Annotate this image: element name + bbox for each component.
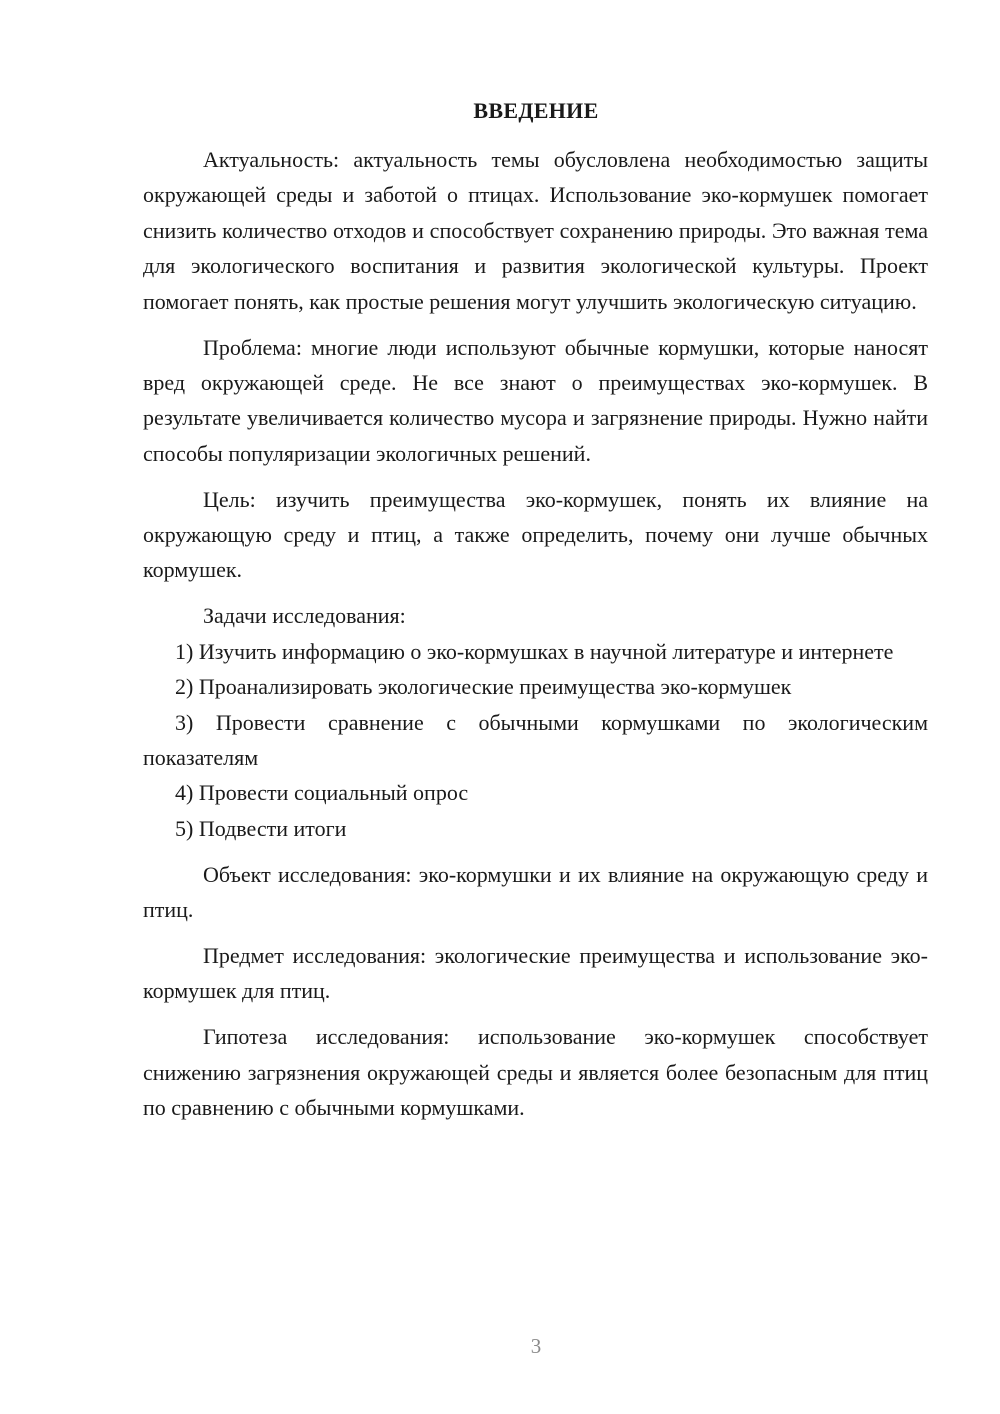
- task-item-2: 2) Проанализировать экологические преимущества эко-кормушек: [175, 674, 792, 700]
- task-item-4: 4) Провести социальный опрос: [175, 780, 469, 806]
- goal-paragraph: Цель: изучить преимущества эко-кормушек, понять их влияние на окружающую среду и птиц, а также определить, почему они лучше обычных кормушек.: [143, 486, 928, 583]
- relevance-paragraph: Актуальность: актуальность темы обусловлена необходимостью защиты окружающей среды и заботой о птицах. Использование эко-кормушек помогает снизить количество отходов и способствует сохранению природы. Это важная тема для экологического воспитания и развития экологической культуры. Проект помогает понять, как простые решения могут улучшить экологическую ситуацию.: [143, 147, 928, 314]
- subject-paragraph: Предмет исследования: экологические преимущества и использование эко-кормушек для птиц.: [143, 943, 928, 1004]
- object-paragraph: Объект исследования: эко-кормушки и их влияние на окружающую среду и птиц.: [143, 861, 928, 923]
- hypothesis-paragraph: Гипотеза исследования: использование эко-кормушек способствует снижению загрязнения окружающей среды и является более безопасным для птиц по сравнению с обычными кормушками.: [143, 1024, 928, 1121]
- section-title: ВВЕДЕНИЕ: [473, 98, 599, 123]
- document-body: [143, 142, 928, 1126]
- task-item-1: 1) Изучить информацию о эко-кормушках в научной литературе и интернете: [175, 638, 894, 664]
- page-number: 3: [530, 1334, 542, 1358]
- tasks-heading: Задачи исследования:: [203, 603, 406, 629]
- task-item-5: 5) Подвести итоги: [175, 815, 347, 841]
- problem-paragraph: Проблема: многие люди используют обычные кормушки, которые наносят вред окружающей среде. Не все знают о преимуществах эко-кормушек. В результате увеличивается количество мусора и загрязнение природы. Нужно найти способы популяризации экологичных решений.: [143, 334, 928, 466]
- task-item-3: 3) Провести сравнение с обычными кормушками по экологическим показателям: [143, 709, 928, 770]
